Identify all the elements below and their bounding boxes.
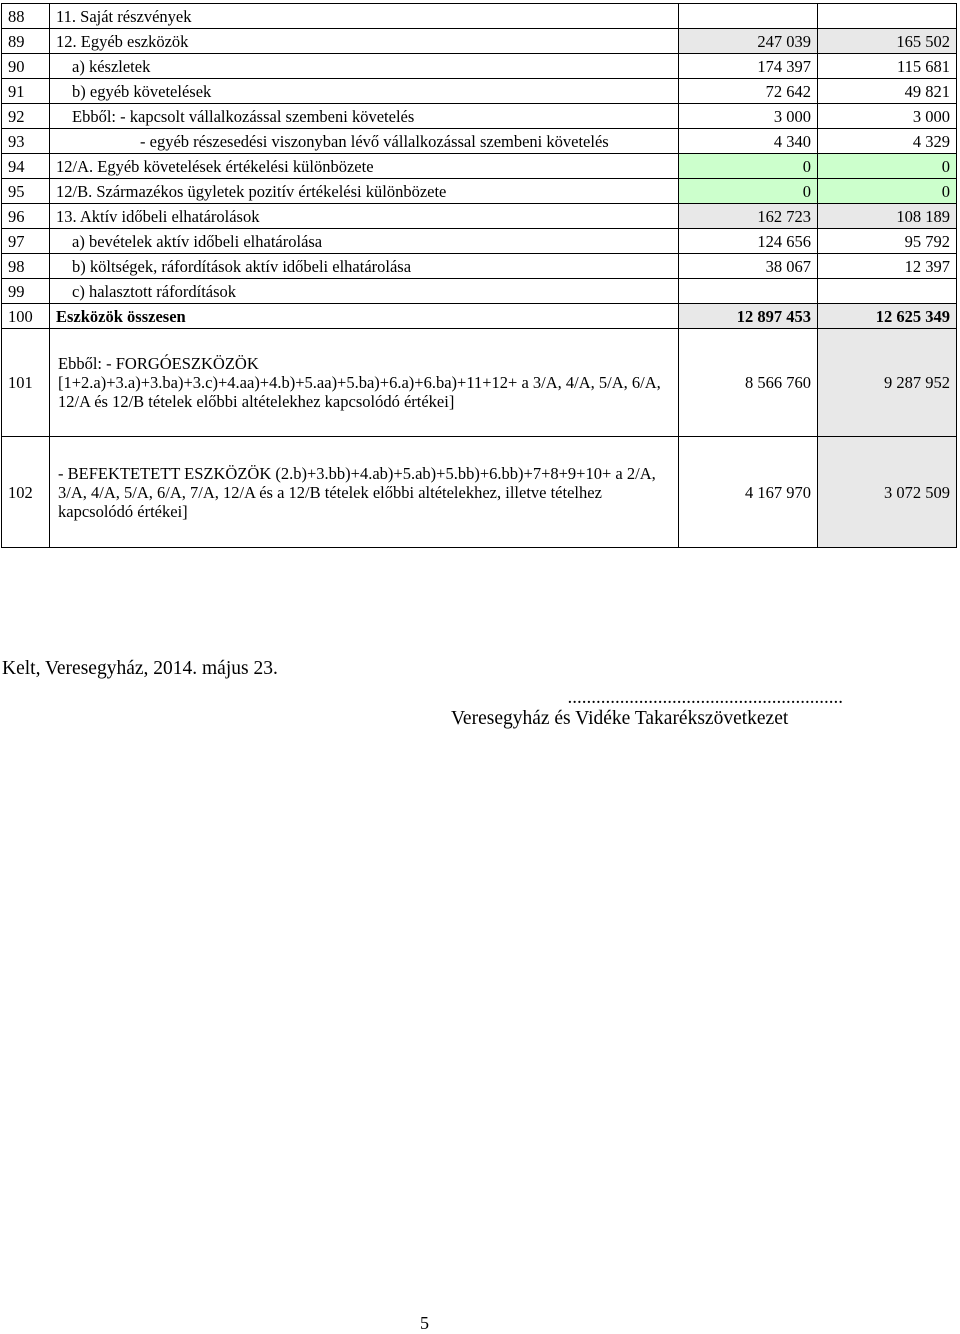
value-current-year: 115 681 (818, 54, 957, 79)
value-current-year: 4 329 (818, 129, 957, 154)
value-current-year: 9 287 952 (818, 329, 957, 437)
value-prev-year: 4 340 (679, 129, 818, 154)
value-current-year: 12 397 (818, 254, 957, 279)
row-label: 12/B. Származékos ügyletek pozitív értékelési különbözete (50, 179, 679, 204)
row-number: 92 (2, 104, 50, 129)
row-number: 91 (2, 79, 50, 104)
value-prev-year: 8 566 760 (679, 329, 818, 437)
row-number: 97 (2, 229, 50, 254)
balance-sheet-table (1, 3, 957, 548)
row-number: 98 (2, 254, 50, 279)
value-current-year: 165 502 (818, 29, 957, 54)
row-label: c) halasztott ráfordítások (50, 279, 679, 304)
table-row (2, 129, 957, 154)
value-prev-year: 0 (679, 154, 818, 179)
value-prev-year: 124 656 (679, 229, 818, 254)
value-prev-year (679, 4, 818, 29)
value-current-year: 49 821 (818, 79, 957, 104)
row-number: 102 (2, 437, 50, 548)
row-number: 101 (2, 329, 50, 437)
value-current-year (818, 4, 957, 29)
value-current-year: 95 792 (818, 229, 957, 254)
row-number: 99 (2, 279, 50, 304)
row-label: a) bevételek aktív időbeli elhatárolása (50, 229, 679, 254)
table-row (2, 437, 957, 548)
row-label: - egyéb részesedési viszonyban lévő vállalkozással szembeni követelés (50, 129, 679, 154)
row-label: Ebből: - kapcsolt vállalkozással szembeni követelés (50, 104, 679, 129)
table-row (2, 254, 957, 279)
value-current-year: 3 072 509 (818, 437, 957, 548)
row-label: - BEFEKTETETT ESZKÖZÖK (2.b)+3.bb)+4.ab)+5.ab)+5.bb)+6.bb)+7+8+9+10+ a 2/A, 3/A, 4/A, 5/A, 6/A, 7/A, 12/A és a 12/B tételek előbbi altételekhez, illetve tételhez kapcsolódó értékei] (50, 437, 679, 548)
table-row (2, 279, 957, 304)
row-number: 96 (2, 204, 50, 229)
value-current-year: 0 (818, 154, 957, 179)
value-prev-year: 12 897 453 (679, 304, 818, 329)
table-row (2, 79, 957, 104)
row-label: 11. Saját részvények (50, 4, 679, 29)
table-row (2, 4, 957, 29)
value-prev-year: 72 642 (679, 79, 818, 104)
value-prev-year: 247 039 (679, 29, 818, 54)
row-label: b) egyéb követelések (50, 79, 679, 104)
row-label: a) készletek (50, 54, 679, 79)
table-row (2, 54, 957, 79)
value-prev-year: 38 067 (679, 254, 818, 279)
row-number: 95 (2, 179, 50, 204)
row-number: 94 (2, 154, 50, 179)
table-row (2, 229, 957, 254)
value-prev-year: 4 167 970 (679, 437, 818, 548)
value-current-year: 3 000 (818, 104, 957, 129)
row-number: 93 (2, 129, 50, 154)
value-current-year: 0 (818, 179, 957, 204)
row-label-total: Eszközök összesen (50, 304, 679, 329)
value-current-year: 108 189 (818, 204, 957, 229)
row-number: 100 (2, 304, 50, 329)
table-row (2, 154, 957, 179)
table-row (2, 104, 957, 129)
table-row (2, 29, 957, 54)
signature-line: .......................................................... (567, 687, 843, 708)
table-row (2, 204, 957, 229)
value-prev-year: 0 (679, 179, 818, 204)
row-number: 89 (2, 29, 50, 54)
value-prev-year: 174 397 (679, 54, 818, 79)
page-number: 5 (420, 1313, 429, 1333)
row-label: 12. Egyéb eszközök (50, 29, 679, 54)
row-label: 12/A. Egyéb követelések értékelési különbözete (50, 154, 679, 179)
table-row (2, 329, 957, 437)
table-row (2, 304, 957, 329)
table-row (2, 179, 957, 204)
value-prev-year (679, 279, 818, 304)
row-number: 90 (2, 54, 50, 79)
place-and-date: Kelt, Veresegyház, 2014. május 23. (2, 658, 278, 679)
value-prev-year: 162 723 (679, 204, 818, 229)
row-number: 88 (2, 4, 50, 29)
value-prev-year: 3 000 (679, 104, 818, 129)
value-current-year (818, 279, 957, 304)
row-label: b) költségek, ráfordítások aktív időbeli elhatárolása (50, 254, 679, 279)
row-label: 13. Aktív időbeli elhatárolások (50, 204, 679, 229)
value-current-year: 12 625 349 (818, 304, 957, 329)
row-label: Ebből: - FORGÓESZKÖZÖK [1+2.a)+3.a)+3.ba)+3.c)+4.aa)+4.b)+5.aa)+5.ba)+6.a)+6.ba)+11+12+ a 3/A, 4/A, 5/A, 6/A, 12/A és 12/B tételek előbbi altételekhez kapcsolódó értékei] (50, 329, 679, 437)
company-name: Veresegyház és Vidéke Takarékszövetkezet (451, 708, 789, 729)
